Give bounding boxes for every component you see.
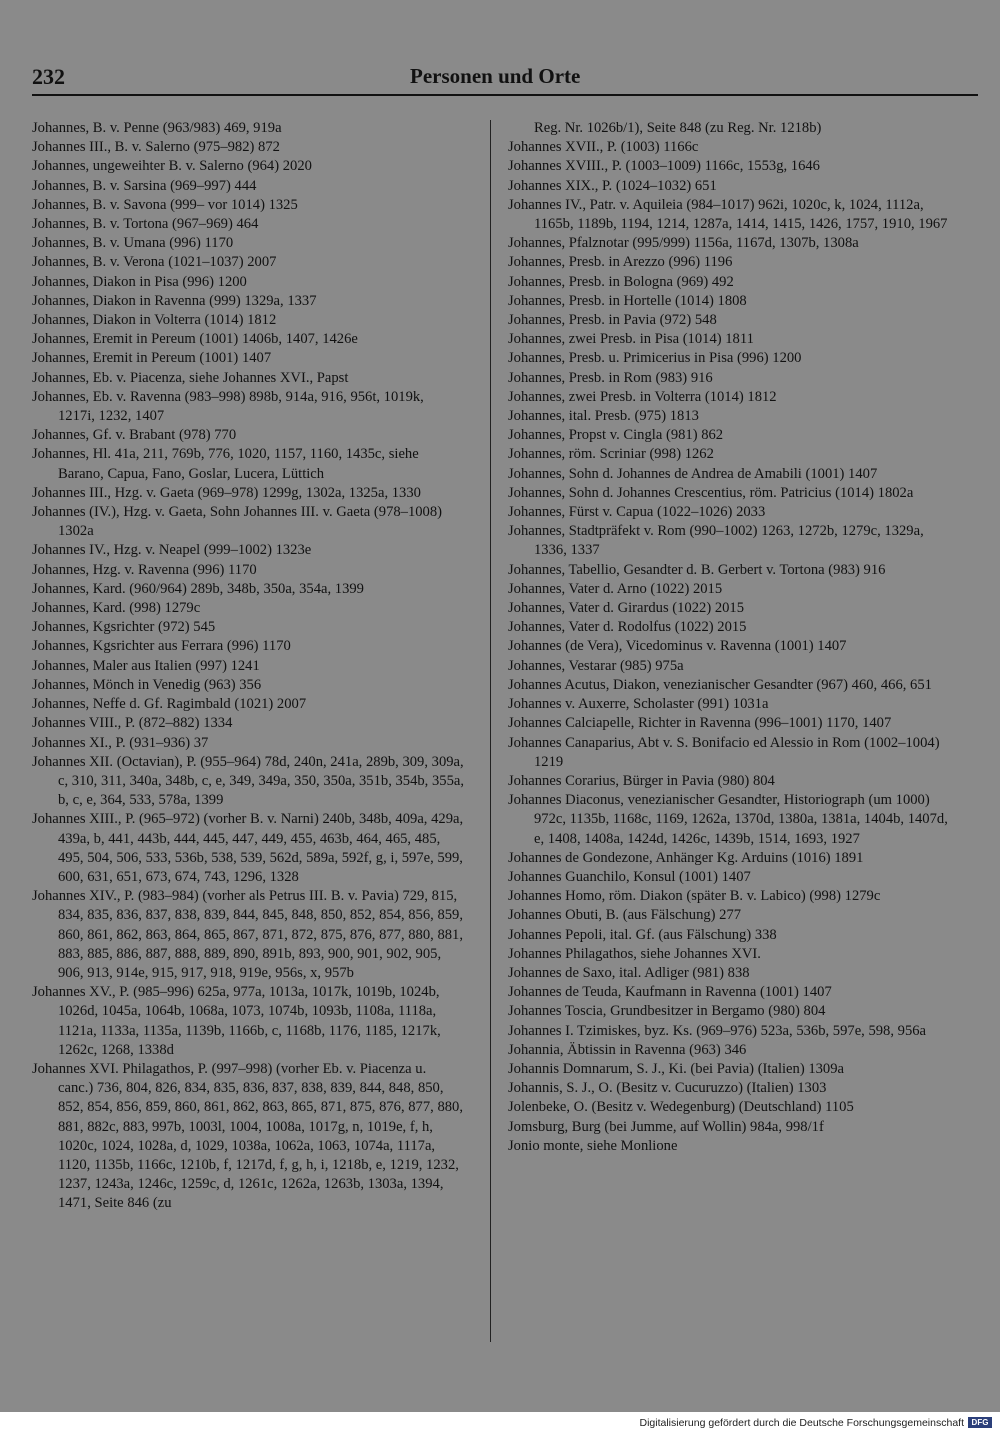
index-entry: Johannes, Kard. (960/964) 289b, 348b, 350a, 354a, 1399: [32, 580, 364, 597]
index-entry: Johannes, B. v. Savona (999– vor 1014) 1325: [32, 196, 298, 213]
index-entry: Johannes, Vestarar (985) 975a: [508, 657, 684, 674]
index-entry: Johannes (de Vera), Vicedominus v. Ravenna (1001) 1407: [508, 638, 847, 655]
dfg-logo: DFG: [968, 1417, 992, 1428]
index-entry: Johannes, Tabellio, Gesandter d. B. Gerbert v. Tortona (983) 916: [508, 561, 886, 578]
index-entry: Johannes XVI. Philagathos, P. (997–998) (vorher Eb. v. Piacenza u. canc.) 736, 804, 826, 834, 835, 836, 837, 838, 839, 844, 848, 850, 852, 854, 856, 859, 860, 861, 862, 863, 865, 871, 875, 876, 877, 880, 881, 882c, 883, 997b, 1003l, 1004, 1008a, 1017g, n, 1019e, f, h, 1020c, 1024, 1028a, d, 1029, 1038a, 1062a, 1063, 1074a, 1117a, 1120, 1135b, 1166c, 1210b, f, 1217d, f, g, h, i, 1218b, e, 1219, 1232, 1237, 1243a, 1246c, 1259c, d, 1261c, 1262a, 1263b, 1303a, 1394, 1471, Seite 846 (zu: [32, 1060, 463, 1212]
index-entry: Johannes, Eremit in Pereum (1001) 1406b, 1407, 1426e: [32, 331, 358, 348]
index-entry: Johannes Homo, röm. Diakon (später B. v. Labico) (998) 1279c: [508, 888, 881, 905]
index-entry: Johannes, Stadtpräfekt v. Rom (990–1002) 1263, 1272b, 1279c, 1329a, 1336, 1337: [508, 523, 924, 559]
index-entry: Johannes, B. v. Verona (1021–1037) 2007: [32, 254, 277, 271]
index-entry: Johannes Canaparius, Abt v. S. Bonifacio ed Alessio in Rom (1002–1004) 1219: [508, 734, 940, 770]
index-entry: Johannes, Maler aus Italien (997) 1241: [32, 657, 260, 674]
index-entry: Johannes, röm. Scriniar (998) 1262: [508, 446, 714, 463]
index-entry: Johannes IV., Patr. v. Aquileia (984–1017) 962i, 1020c, k, 1024, 1112a, 1165b, 1189b, 1194, 1214, 1287a, 1414, 1415, 1426, 1757, 1910, 1967: [508, 196, 948, 233]
funding-credit: Digitalisierung gefördert durch die Deutsche Forschungsgemeinschaft: [639, 1417, 964, 1429]
index-entry: Johannes Guanchilo, Konsul (1001) 1407: [508, 868, 751, 885]
index-entry: Johannes XIV., P. (983–984) (vorher als Petrus III. B. v. Pavia) 729, 815, 834, 835, 836, 837, 838, 839, 844, 845, 848, 850, 852, 854, 856, 859, 860, 861, 862, 863, 864, 865, 867, 871, 872, 875, 876, 877, 880, 881, 883, 885, 886, 887, 888, 889, 890, 891b, 893, 900, 901, 902, 905, 906, 913, 914e, 915, 917, 918, 919e, 956s, x, 957b: [32, 888, 463, 981]
index-entry: Johannes Pepoli, ital. Gf. (aus Fälschung) 338: [508, 926, 777, 943]
page-number: 232: [32, 64, 65, 89]
index-entry: Johannes, zwei Presb. in Volterra (1014) 1812: [508, 388, 777, 405]
index-entry: Johannes XIX., P. (1024–1032) 651: [508, 177, 717, 194]
index-entry: Johannes XIII., P. (965–972) (vorher B. v. Narni) 240b, 348b, 409a, 429a, 439a, b, 441, 443b, 444, 445, 447, 449, 455, 463b, 464, 465, 485, 495, 504, 506, 533, 536b, 538, 539, 562d, 589a, 592f, g, i, 597e, 599, 600, 631, 651, 673, 674, 743, 1296, 1328: [32, 811, 464, 885]
index-entry: Jonio monte, siehe Monlione: [508, 1137, 678, 1154]
index-entry: Johannes, Diakon in Pisa (996) 1200: [32, 273, 247, 290]
index-entry: Johannes XVIII., P. (1003–1009) 1166c, 1553g, 1646: [508, 158, 820, 175]
index-entry: Johannes Acutus, Diakon, venezianischer Gesandter (967) 460, 466, 651: [508, 676, 932, 693]
index-entry: Johannes, Hzg. v. Ravenna (996) 1170: [32, 561, 257, 578]
index-entry: Johannes, Mönch in Venedig (963) 356: [32, 676, 262, 693]
index-entry: Johannes VIII., P. (872–882) 1334: [32, 715, 233, 732]
index-entry: Johannes Obuti, B. (aus Fälschung) 277: [508, 907, 742, 924]
index-entry: Johannes, Kgsrichter (972) 545: [32, 619, 216, 636]
index-entry: Johannes XII. (Octavian), P. (955–964) 78d, 240n, 241a, 289b, 309, 309a, c, 310, 311, 340a, 348b, c, e, 349, 349a, 350, 350a, 351b, 354b, 355a, b, c, e, 364, 533, 578a, 1399: [32, 753, 464, 809]
index-entry: Johannes, ital. Presb. (975) 1813: [508, 408, 699, 425]
index-entry: Johannes, Neffe d. Gf. Ragimbald (1021) 2007: [32, 696, 307, 713]
index-entry: Johannes, Vater d. Rodolfus (1022) 2015: [508, 619, 747, 636]
index-entry: Johannes, Presb. in Hortelle (1014) 1808: [508, 292, 747, 309]
index-entry: Johannes Diaconus, venezianischer Gesandter, Historiograph (um 1000) 972c, 1135b, 1168c, 1169, 1262a, 1370d, 1380a, 1381a, 1404b, 1407d, e, 1408, 1408a, 1424d, 1426c, 1439b, 1514, 1693, 1927: [508, 792, 948, 847]
index-entry: Johannes, Eremit in Pereum (1001) 1407: [32, 350, 272, 367]
index-entry: Johannes Toscia, Grundbesitzer in Bergamo (980) 804: [508, 1003, 826, 1020]
index-entry: Johannes, Hl. 41a, 211, 769b, 776, 1020, 1157, 1160, 1435c, siehe Barano, Capua, Fano, Goslar, Lucera, Lüttich: [32, 446, 419, 482]
index-column-left: [32, 119, 464, 1214]
index-entry: Johannes de Teuda, Kaufmann in Ravenna (1001) 1407: [508, 984, 832, 1001]
index-entry: Jomsburg, Burg (bei Jumme, auf Wollin) 984a, 998/1f: [508, 1118, 824, 1135]
index-entry: Johannes de Gondezone, Anhänger Kg. Arduins (1016) 1891: [508, 849, 864, 866]
index-entry: Johannes de Saxo, ital. Adliger (981) 838: [508, 964, 750, 981]
index-entry: Johannes, Presb. in Rom (983) 916: [508, 369, 713, 386]
index-entry: Johannes XV., P. (985–996) 625a, 977a, 1013a, 1017k, 1019b, 1024b, 1026d, 1045a, 1064b, 1068a, 1073, 1074b, 1093b, 1108a, 1118a, 1121a, 1133a, 1135a, 1139b, 1166b, c, 1168b, 1176, 1185, 1217k, 1262c, 1268, 1338d: [32, 984, 441, 1058]
index-entry: Johannis, S. J., O. (Besitz v. Cucuruzzo) (Italien) 1303: [508, 1080, 827, 1097]
running-head: Personen und Orte: [410, 64, 581, 88]
index-entry: Johannes, Presb. u. Primicerius in Pisa (996) 1200: [508, 350, 802, 367]
index-entry: Johannes, Kgsrichter aus Ferrara (996) 1170: [32, 638, 291, 655]
index-entry: Johannes v. Auxerre, Scholaster (991) 1031a: [508, 696, 769, 713]
index-entry: Johannes, Sohn d. Johannes Crescentius, röm. Patricius (1014) 1802a: [508, 484, 914, 501]
index-entry: Johannes III., B. v. Salerno (975–982) 872: [32, 139, 280, 156]
index-entry: Johannes, Diakon in Ravenna (999) 1329a, 1337: [32, 292, 317, 309]
index-entry: Johannes (IV.), Hzg. v. Gaeta, Sohn Johannes III. v. Gaeta (978–1008) 1302a: [32, 504, 443, 540]
index-entry: Johannes, Presb. in Arezzo (996) 1196: [508, 254, 733, 271]
index-entry: Johannia, Äbtissin in Ravenna (963) 346: [508, 1041, 747, 1058]
page-header: [32, 64, 978, 94]
index-entry: Johannes, B. v. Tortona (967–969) 464: [32, 216, 259, 233]
index-entry: Johannes, Pfalznotar (995/999) 1156a, 1167d, 1307b, 1308a: [508, 235, 859, 252]
index-entry: Johannes XI., P. (931–936) 37: [32, 734, 209, 751]
index-entry: Johannes, B. v. Umana (996) 1170: [32, 235, 234, 252]
index-entry: Johannes, Presb. in Pavia (972) 548: [508, 312, 717, 329]
index-entry: Johannes, Kard. (998) 1279c: [32, 600, 201, 617]
index-entry: Johannes, Eb. v. Piacenza, siehe Johannes XVI., Papst: [32, 369, 349, 386]
page-footer: [0, 1412, 1000, 1433]
index-entry: Jolenbeke, O. (Besitz v. Wedegenburg) (Deutschland) 1105: [508, 1099, 854, 1116]
index-entry: Johannes, B. v. Penne (963/983) 469, 919a: [32, 120, 282, 136]
index-entry: Johannes, Propst v. Cingla (981) 862: [508, 427, 724, 444]
index-entry: Johannes I. Tzimiskes, byz. Ks. (969–976) 523a, 536b, 597e, 598, 956a: [508, 1022, 927, 1039]
index-entry: Johannes Calciapelle, Richter in Ravenna (996–1001) 1170, 1407: [508, 715, 892, 732]
index-entry: Johannis Domnarum, S. J., Ki. (bei Pavia) (Italien) 1309a: [508, 1060, 844, 1077]
index-entry: Johannes Corarius, Bürger in Pavia (980) 804: [508, 772, 775, 789]
index-entry-continuation: Reg. Nr. 1026b/1), Seite 848 (zu Reg. Nr. 1218b): [534, 120, 822, 136]
column-divider: [490, 120, 491, 1342]
index-entry: Johannes, Gf. v. Brabant (978) 770: [32, 427, 237, 444]
index-entry: Johannes, Fürst v. Capua (1022–1026) 2033: [508, 504, 766, 521]
index-entry: Johannes IV., Hzg. v. Neapel (999–1002) 1323e: [32, 542, 312, 559]
index-entry: Johannes III., Hzg. v. Gaeta (969–978) 1299g, 1302a, 1325a, 1330: [32, 484, 421, 501]
index-entry: Johannes, Presb. in Bologna (969) 492: [508, 273, 734, 290]
header-rule: [32, 94, 978, 96]
index-entry: Johannes, B. v. Sarsina (969–997) 444: [32, 177, 257, 194]
index-entry: Johannes, ungeweihter B. v. Salerno (964) 2020: [32, 158, 312, 175]
index-entry: Johannes, Vater d. Arno (1022) 2015: [508, 580, 723, 597]
index-entry: Johannes, Vater d. Girardus (1022) 2015: [508, 600, 745, 617]
index-entry: Johannes Philagathos, siehe Johannes XVI.: [508, 945, 761, 962]
index-entry: Johannes, zwei Presb. in Pisa (1014) 1811: [508, 331, 754, 348]
index-entry: Johannes, Eb. v. Ravenna (983–998) 898b, 914a, 916, 956t, 1019k, 1217i, 1232, 1407: [32, 388, 424, 425]
index-column-right: [508, 119, 948, 1156]
index-entry: Johannes XVII., P. (1003) 1166c: [508, 139, 699, 156]
index-entry: Johannes, Diakon in Volterra (1014) 1812: [32, 312, 277, 329]
index-entry: Johannes, Sohn d. Johannes de Andrea de Amabili (1001) 1407: [508, 465, 878, 482]
